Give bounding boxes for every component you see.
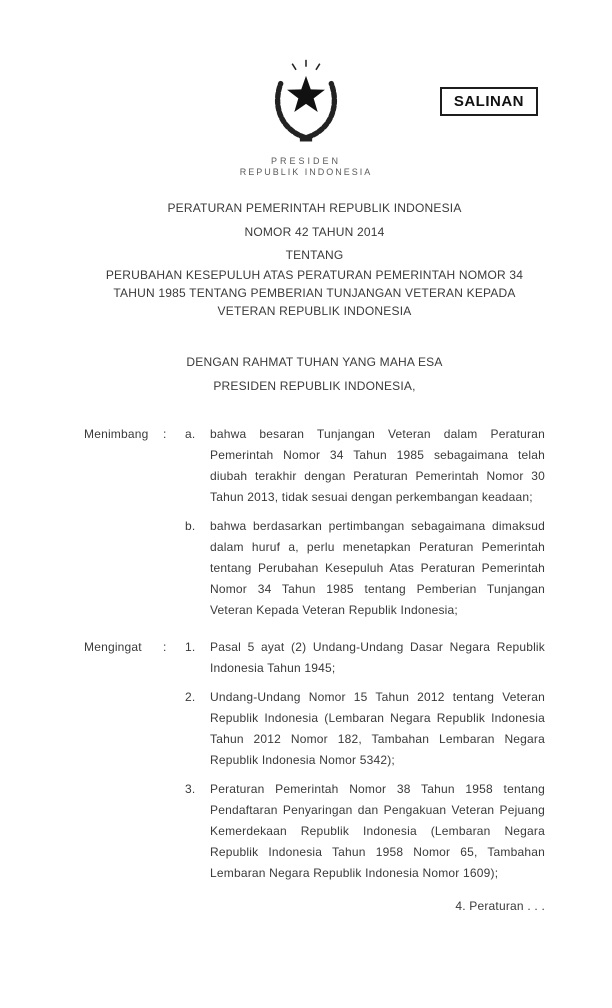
menimbang-item-a bbox=[84, 424, 545, 508]
mengingat-item-2 bbox=[84, 687, 545, 771]
regulation-number: NOMOR 42 TAHUN 2014 bbox=[244, 225, 385, 239]
regulation-subject: PERUBAHAN KESEPULUH ATAS PERATURAN PEMERINTAH NOMOR 34 TAHUN 1985 TENTANG PEMBERIAN TUNJANGAN VETERAN KEPADA VETERAN REPUBLIK INDONESIA bbox=[105, 268, 524, 318]
item-text: bahwa berdasarkan pertimbangan sebagaimana dimaksud dalam huruf a, perlu menetapkan Peraturan Pemerintah tentang Perubahan Kesepuluh Atas Peraturan Pemerintah Nomor 34 Tahun 1985 tentang Pemberian Tunjangan Veteran Kepada Veteran Republik Indonesia; bbox=[210, 519, 545, 617]
letterhead bbox=[0, 156, 612, 178]
presidential-star-emblem-icon bbox=[260, 56, 352, 148]
item-marker: 1. bbox=[185, 640, 196, 654]
item-text: Pasal 5 ayat (2) Undang-Undang Dasar Negara Republik Indonesia Tahun 1945; bbox=[210, 640, 545, 675]
menimbang-item-b bbox=[84, 516, 545, 621]
item-text: Undang-Undang Nomor 15 Tahun 2012 tentang Veteran Republik Indonesia (Lembaran Negara Republik Indonesia Tahun 2012 Nomor 182, Tambahan Lembaran Negara Republik Indonesia Nomor 5342); bbox=[210, 690, 545, 767]
presiden-line: PRESIDEN REPUBLIK INDONESIA, bbox=[213, 379, 416, 393]
item-marker: 3. bbox=[185, 782, 196, 796]
letterhead-republik-indonesia: REPUBLIK INDONESIA bbox=[239, 167, 373, 177]
mengingat-label: Mengingat bbox=[84, 640, 142, 654]
rahmat-line: DENGAN RAHMAT TUHAN YANG MAHA ESA bbox=[186, 355, 443, 369]
item-marker: 2. bbox=[185, 690, 196, 704]
menimbang-label: Menimbang bbox=[84, 427, 149, 441]
tentang-label: TENTANG bbox=[285, 248, 344, 262]
page-catchword: 4. Peraturan . . . bbox=[455, 899, 545, 913]
item-marker: a. bbox=[185, 427, 196, 441]
mengingat-section bbox=[84, 637, 545, 884]
mengingat-item-1 bbox=[84, 637, 545, 679]
colon: : bbox=[163, 427, 167, 441]
regulation-title: PERATURAN PEMERINTAH REPUBLIK INDONESIA bbox=[167, 201, 462, 215]
item-text: Peraturan Pemerintah Nomor 38 Tahun 1958 tentang Pendaftaran Penyaringan dan Pengakuan Veteran Pejuang Kemerdekaan Republik Indonesia (Lembaran Negara Republik Indonesia Tahun 1958 Nomor 65, Tambahan Lembaran Negara Republik Indonesia Nomor 1609); bbox=[210, 782, 545, 880]
menimbang-section bbox=[84, 424, 545, 621]
document-body bbox=[84, 198, 545, 917]
item-text: bahwa besaran Tunjangan Veteran dalam Peraturan Pemerintah Nomor 34 Tahun 1985 sebagaimana telah diubah terakhir dengan Peraturan Pemerintah Nomor 30 Tahun 2013, tidak sesuai dengan perkembangan keadaan; bbox=[210, 427, 545, 504]
mengingat-item-3 bbox=[84, 779, 545, 884]
letterhead-presiden: PRESIDEN bbox=[270, 156, 341, 166]
colon: : bbox=[163, 640, 167, 654]
salinan-stamp: SALINAN bbox=[440, 87, 538, 116]
item-marker: b. bbox=[185, 519, 196, 533]
